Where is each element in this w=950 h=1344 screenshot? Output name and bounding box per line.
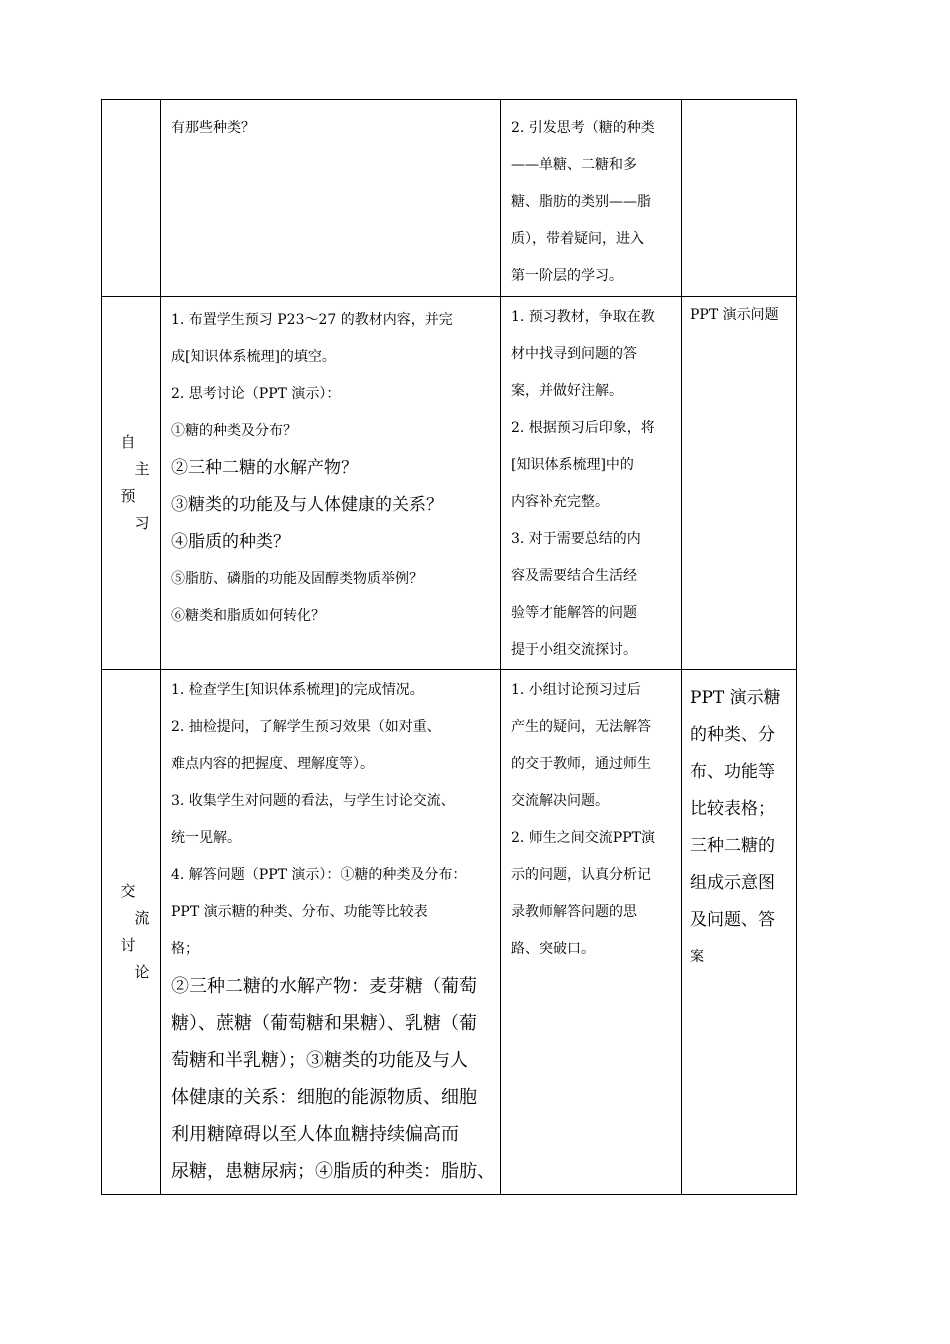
- table-row: [102, 297, 797, 670]
- stage-cell: [102, 100, 161, 297]
- stage-char: 讨: [120, 936, 136, 954]
- student-line: 糖、脂肪的类别——脂: [511, 194, 651, 210]
- student-line: 2. 师生之间交流PPT演: [511, 830, 655, 846]
- tools-cell: [682, 297, 797, 670]
- teacher-line: ③糖类的功能及与人体健康的关系？: [171, 495, 443, 515]
- stage-char: 论: [134, 963, 150, 981]
- tools-line: 及问题、答: [690, 910, 775, 930]
- student-line: 2. 引发思考（糖的种类: [511, 120, 655, 136]
- student-activity-cell: [501, 297, 682, 670]
- teacher-line: 尿糖，患糖尿病；④脂质的种类：脂肪、: [171, 1161, 495, 1182]
- student-line: 验等才能解答的问题: [511, 605, 637, 621]
- tools-cell: [682, 670, 797, 1195]
- teacher-line: 萄糖和半乳糖）；③糖类的功能及与人: [171, 1050, 468, 1071]
- student-line: 1. 小组讨论预习过后: [511, 682, 641, 698]
- tools-line: 比较表格；: [690, 799, 775, 819]
- student-line: 案，并做好注解。: [511, 383, 623, 399]
- tools-line: 布、功能等: [690, 762, 775, 782]
- stage-cell: [102, 670, 161, 1195]
- teacher-line: 有那些种类？: [171, 120, 255, 136]
- teacher-line: 2. 思考讨论（PPT 演示）：: [171, 386, 341, 402]
- teacher-line: 格；: [171, 941, 199, 957]
- table-row: [102, 670, 797, 1195]
- stage-char: 预: [120, 487, 136, 505]
- student-line: 交流解决问题。: [511, 793, 609, 809]
- teacher-line: 4. 解答问题（PPT 演示）：①糖的种类及分布：: [171, 867, 467, 883]
- table-row: [102, 100, 797, 297]
- stage-cell: [102, 297, 161, 670]
- tools-line: 的种类、分: [690, 725, 775, 745]
- teacher-line: 统一见解。: [171, 830, 241, 846]
- student-line: 内容补充完整。: [511, 494, 609, 510]
- student-line: 材中找寻到问题的答: [511, 346, 637, 362]
- stage-char: 习: [134, 514, 150, 532]
- student-line: 第一阶层的学习。: [511, 268, 623, 284]
- teacher-line: ①糖的种类及分布？: [171, 423, 297, 439]
- teacher-line: ⑥糖类和脂质如何转化？: [171, 608, 325, 624]
- student-line: 容及需要结合生活经: [511, 568, 637, 584]
- stage-char: 流: [134, 909, 150, 927]
- tools-cell: [682, 100, 797, 297]
- teacher-line: PPT 演示糖的种类、分布、功能等比较表: [171, 904, 428, 920]
- student-activity-cell: [501, 100, 682, 297]
- tools-line: 三种二糖的: [690, 836, 775, 856]
- teacher-activity-cell: [161, 670, 501, 1195]
- student-line: 产生的疑问，无法解答: [511, 719, 651, 735]
- student-line: 2. 根据预习后印象，将: [511, 420, 655, 436]
- student-line: [知识体系梳理]中的: [511, 457, 634, 473]
- student-line: 3. 对于需要总结的内: [511, 531, 641, 547]
- teacher-line: 1. 检查学生[知识体系梳理]的完成情况。: [171, 682, 424, 698]
- teacher-line: 3. 收集学生对问题的看法，与学生讨论交流、: [171, 793, 455, 809]
- teacher-line: 难点内容的把握度、理解度等）。: [171, 756, 374, 772]
- teacher-line: ⑤脂肪、磷脂的功能及固醇类物质举例？: [171, 571, 423, 587]
- tools-line: PPT 演示糖: [690, 688, 781, 708]
- stage-char: 主: [134, 460, 150, 478]
- student-line: 的交于教师，通过师生: [511, 756, 651, 772]
- teacher-activity-cell: [161, 100, 501, 297]
- student-line: ——单糖、二糖和多: [511, 157, 637, 173]
- student-line: 质），带着疑问，进入: [511, 231, 644, 247]
- teacher-line: 1. 布置学生预习 P23～27 的教材内容，并完: [171, 312, 453, 328]
- teacher-line: 体健康的关系：细胞的能源物质、细胞: [171, 1087, 477, 1108]
- teacher-activity-cell: [161, 297, 501, 670]
- tools-line: 组成示意图: [690, 873, 775, 893]
- stage-char: 自: [120, 433, 136, 451]
- teacher-line: 利用糖障碍以至人体血糖持续偏高而: [171, 1124, 459, 1145]
- student-line: 录教师解答问题的思: [511, 904, 637, 920]
- lesson-plan-table: [101, 99, 797, 1195]
- student-line: 提于小组交流探讨。: [511, 642, 637, 658]
- teacher-line: 糖）、蔗糖（葡萄糖和果糖）、乳糖（葡: [171, 1013, 477, 1034]
- teacher-line: 2. 抽检提问，了解学生预习效果（如对重、: [171, 719, 441, 735]
- teacher-line: ②三种二糖的水解产物：麦芽糖（葡萄: [171, 976, 477, 997]
- teacher-line: ④脂质的种类？: [171, 532, 290, 552]
- student-line: 路、突破口。: [511, 941, 595, 957]
- stage-char: 交: [120, 882, 136, 900]
- tools-line: PPT 演示问题: [690, 307, 779, 323]
- student-line: 1. 预习教材，争取在教: [511, 309, 655, 325]
- student-activity-cell: [501, 670, 682, 1195]
- teacher-line: ②三种二糖的水解产物？: [171, 458, 358, 478]
- student-line: 示的问题，认真分析记: [511, 867, 651, 883]
- tools-line: 案: [690, 949, 704, 965]
- teacher-line: 成[知识体系梳理]的填空。: [171, 349, 336, 365]
